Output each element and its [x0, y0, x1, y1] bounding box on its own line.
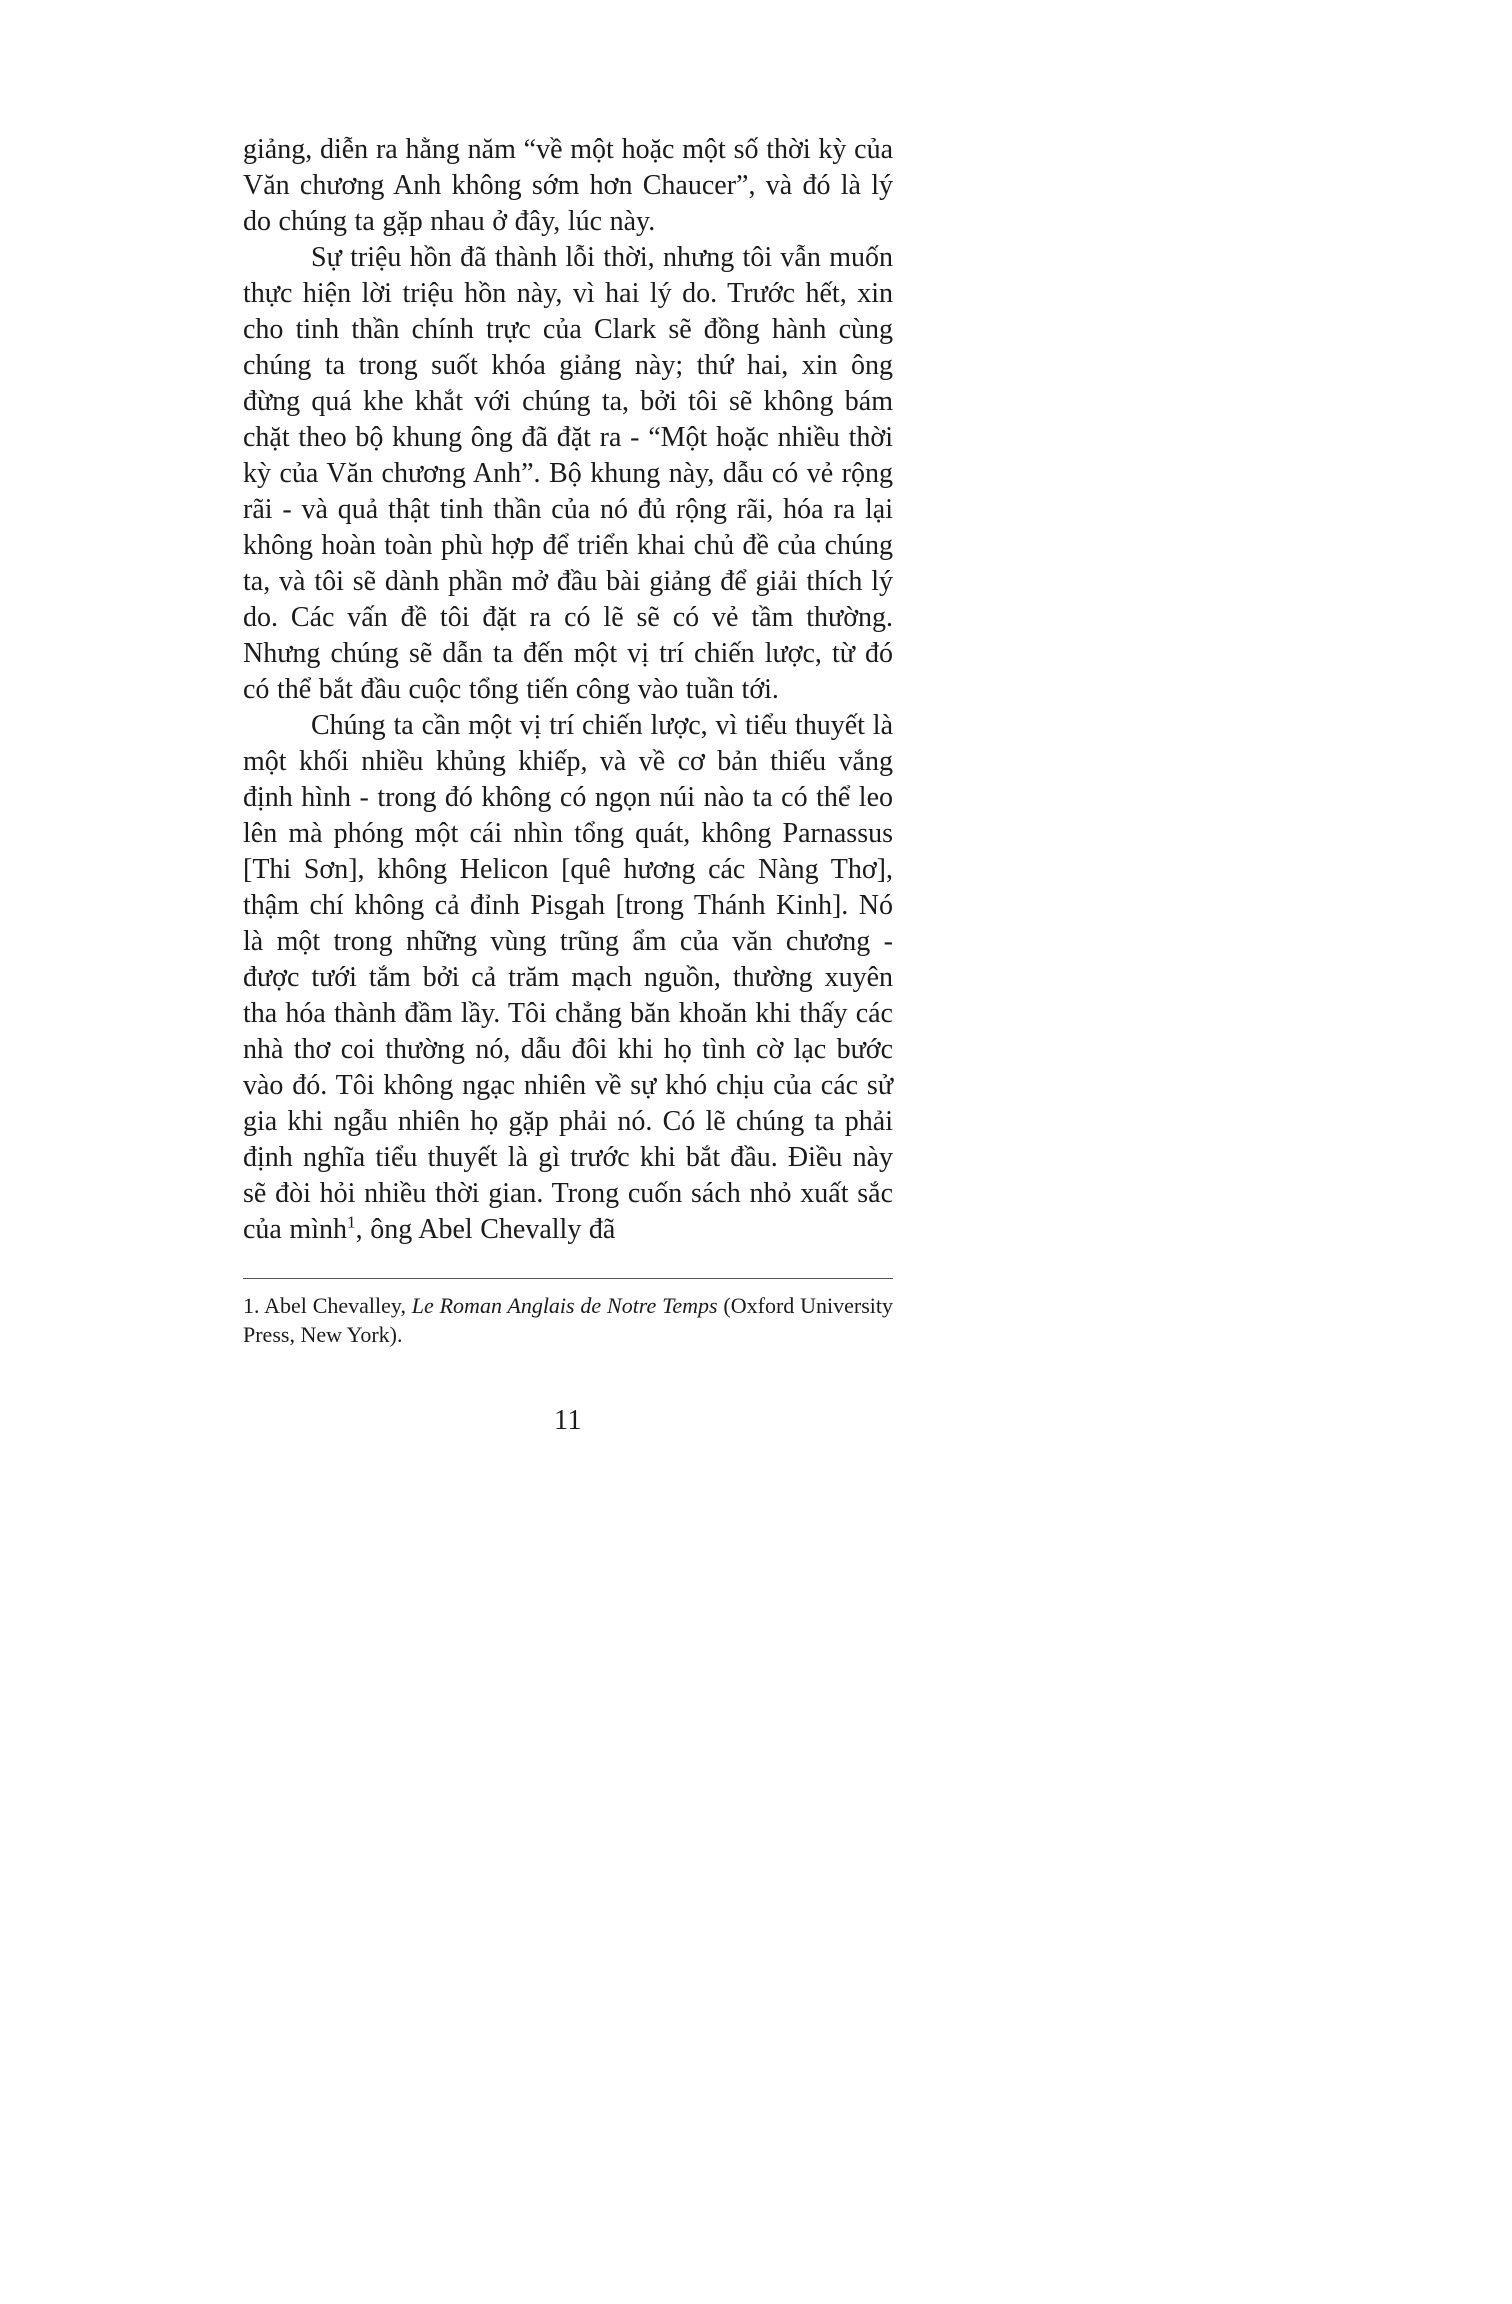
footnote-text: (Oxford University Press, New York).	[243, 1293, 893, 1347]
body-paragraph-continuation: giảng, diễn ra hằng năm “về một hoặc một số thời kỳ của Văn chương Anh không sớm hơn Chaucer”, và đó là lý do chúng ta gặp nhau ở đây, lúc này.	[243, 134, 893, 237]
footnote-separator-rule	[243, 1278, 893, 1279]
page-number: 11	[553, 1405, 583, 1436]
footnote-text: 1. Abel Chevalley,	[243, 1293, 412, 1318]
footnote	[243, 1291, 893, 1349]
paragraph-text: , ông Abel Chevally đã	[355, 1214, 616, 1245]
body-paragraph	[243, 708, 893, 1248]
footnote-reference-marker: 1	[346, 1212, 356, 1232]
paragraph-text: Chúng ta cần một vị trí chiến lược, vì tiểu thuyết là một khối nhiều khủng khiếp, và về cơ bản thiếu vắng định hình - trong đó không có ngọn núi nào ta có thể leo lên mà phóng một cái nhìn tổng quát, không Parnassus [Thi Sơn], không Helicon [quê hương các Nàng Thơ], thậm chí không cả đỉnh Pisgah [trong Thánh Kinh]. Nó là một trong những vùng trũng ẩm của văn chương - được tưới tắm bởi cả trăm mạch nguồn, thường xuyên tha hóa thành đầm lầy. Tôi chẳng băn khoăn khi thấy các nhà thơ coi thường nó, dẫu đôi khi họ tình cờ lạc bước vào đó. Tôi không ngạc nhiên về sự khó chịu của các sử gia khi ngẫu nhiên họ gặp phải nó. Có lẽ chúng ta phải định nghĩa tiểu thuyết là gì trước khi bắt đầu. Điều này sẽ đòi hỏi nhiều thời gian. Trong cuốn sách nhỏ xuất sắc của mình	[243, 710, 893, 1245]
body-paragraph: Sự triệu hồn đã thành lỗi thời, nhưng tôi vẫn muốn thực hiện lời triệu hồn này, vì hai lý do. Trước hết, xin cho tinh thần chính trực của Clark sẽ đồng hành cùng chúng ta trong suốt khóa giảng này; thứ hai, xin ông đừng quá khe khắt với chúng ta, bởi tôi sẽ không bám chặt theo bộ khung ông đã đặt ra - “Một hoặc nhiều thời kỳ của Văn chương Anh”. Bộ khung này, dẫu có vẻ rộng rãi - và quả thật tinh thần của nó đủ rộng rãi, hóa ra lại không hoàn toàn phù hợp để triển khai chủ đề của chúng ta, và tôi sẽ dành phần mở đầu bài giảng để giải thích lý do. Các vấn đề tôi đặt ra có lẽ sẽ có vẻ tầm thường. Nhưng chúng sẽ dẫn ta đến một vị trí chiến lược, từ đó có thể bắt đầu cuộc tổng tiến công vào tuần tới.	[243, 242, 893, 705]
text-column	[243, 132, 893, 1437]
footnote-book-title: Le Roman Anglais de Notre Temps	[411, 1293, 718, 1318]
